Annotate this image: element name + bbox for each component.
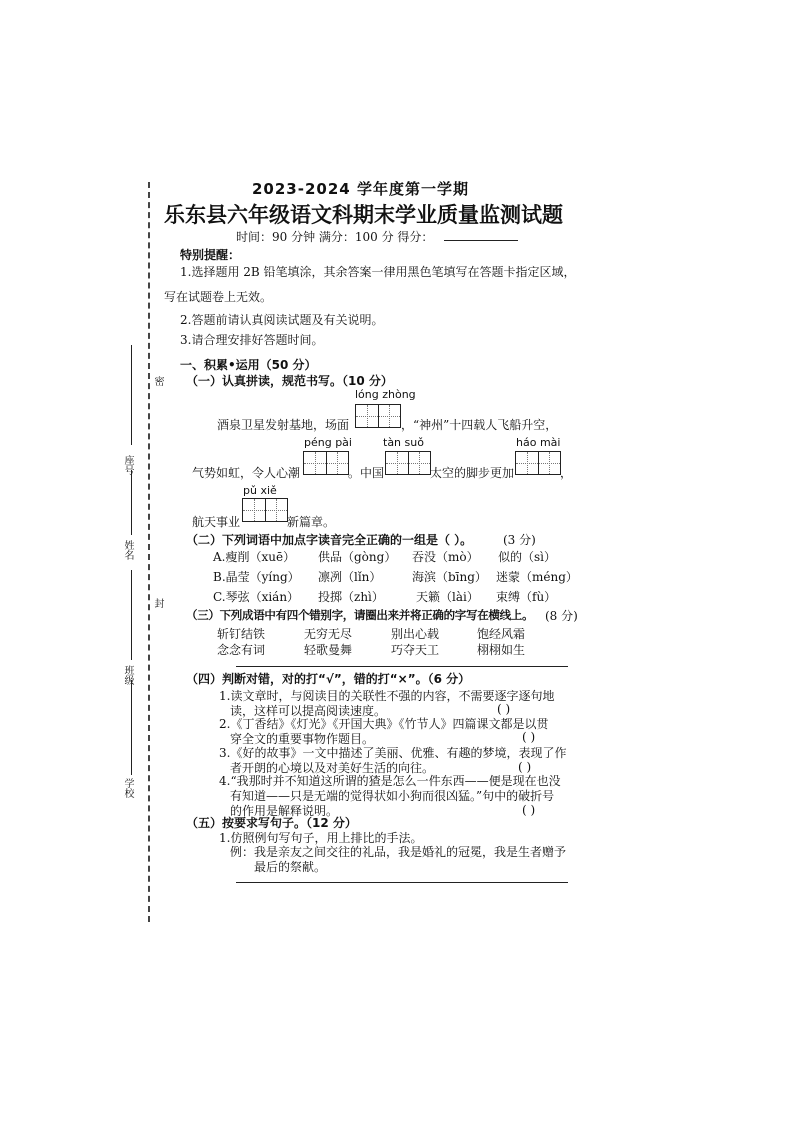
q2-option-b-1: B.晶莹（yíng）: [213, 570, 300, 584]
pinyin-puxie: pǔ xiě: [243, 484, 277, 497]
writing-box-pengpai[interactable]: [303, 451, 349, 475]
q3-idiom-8: 栩栩如生: [477, 643, 526, 657]
seat-number-label: 座号: [122, 455, 133, 475]
q5-example-line2: 最后的祭献。: [254, 860, 327, 874]
q4-statement-2-line1: 2.《丁香结》《灯光》《开国大典》《竹节人》四篇课文都是以贯: [219, 717, 549, 731]
q3-idiom-2: 无穷无尽: [304, 627, 353, 641]
q4-statement-3-line1: 3.《好的故事》一文中描述了美丽、优雅、有趣的梦境，表现了作: [219, 746, 567, 760]
name-label: 姓名: [122, 540, 133, 560]
writing-box-haomai[interactable]: [515, 451, 561, 475]
pinyin-tansuo: tàn suǒ: [383, 436, 424, 449]
class-line: [131, 570, 132, 660]
pinyin-pengpai: péng pài: [304, 436, 352, 449]
q4-statement-4-line3: 的作用是解释说明。: [230, 804, 339, 818]
q4-statement-1-line1: 1.读文章时，与阅读目的关联性不强的内容，不需要逐字逐句地: [219, 689, 555, 703]
q4-answer-paren-2[interactable]: ( ): [522, 730, 536, 744]
q2-score: (3 分): [503, 533, 536, 547]
q4-statement-1-line2: 读，这样可以提高阅读速度。: [230, 704, 387, 718]
q4-statement-3-line2: 者开朗的心境以及对美好生活的向往。: [230, 761, 435, 775]
q3-idiom-4: 饱经风霜: [477, 627, 526, 641]
q5-heading: （五）按要求写句子。（12 分）: [186, 816, 357, 830]
school-label: 学校: [122, 778, 133, 798]
notice-item-2: 2.答题前请认真阅读试题及有关说明。: [180, 313, 384, 327]
q1-text-1b: ，“神州”十四载人飞船升空，: [401, 418, 558, 432]
notice-item-1-line1: 1.选择题用 2B 铅笔填涂，其余答案一律用黑色笔填写在答题卡指定区域，: [180, 265, 576, 279]
notice-heading: 特别提醒：: [180, 248, 241, 262]
q3-idiom-3: 别出心载: [391, 627, 440, 641]
q3-score: (8 分): [545, 609, 578, 623]
q4-statement-4-line1: 4.“我那时并不知道这所谓的猹是怎么一件东西——便是现在也没: [219, 774, 561, 788]
q2-option-b-4: 迷蒙（méng）: [496, 570, 578, 584]
q3-idiom-5: 念念有词: [217, 643, 266, 657]
exam-title: 乐东县六年级语文科期末学业质量监测试题: [164, 202, 563, 227]
notice-item-3: 3.请合理安排好答题时间。: [180, 333, 324, 347]
q2-option-c-2: 投掷（zhì）: [318, 590, 384, 604]
pinyin-longzhong: lóng zhòng: [355, 388, 416, 401]
q5-task-1: 1.仿照例句写句子，用上排比的手法。: [219, 831, 423, 845]
q2-option-c-3: 天籁（lài）: [416, 590, 479, 604]
seal-mi-label: 密: [152, 376, 163, 386]
q3-answer-line[interactable]: [236, 666, 568, 667]
name-line: [131, 470, 132, 535]
q1-text-3a: 航天事业: [192, 515, 241, 529]
q2-option-b-3: 海滨（bīng）: [412, 570, 487, 584]
q5-example-line1: 例：我是亲友之间交往的礼品，我是婚礼的冠冕，我是生者赠予: [230, 845, 567, 859]
q4-answer-paren-3[interactable]: ( ): [518, 760, 532, 774]
q1-text-2d: ，: [560, 466, 573, 480]
q3-idiom-1: 斩钉结铁: [217, 627, 266, 641]
class-label: 班级: [122, 665, 133, 685]
writing-box-longzhong[interactable]: [355, 404, 401, 428]
q2-option-a-3: 吞没（mò）: [412, 550, 479, 564]
q1-text-3b: 新篇章。: [287, 515, 336, 529]
q2-option-a-1: A.瘦削（xuē）: [213, 550, 296, 564]
q3-idiom-7: 巧夺天工: [391, 643, 440, 657]
writing-box-puxie[interactable]: [242, 498, 288, 522]
q4-answer-paren-4[interactable]: ( ): [522, 803, 536, 817]
writing-box-tansuo[interactable]: [385, 451, 431, 475]
time-score-info: 时间：90 分钟 满分：100 分 得分：: [236, 230, 434, 244]
q4-heading: （四）判断对错，对的打“√”，错的打“×”。（6 分）: [186, 672, 471, 686]
q2-option-c-1: C.琴弦（xián）: [213, 590, 300, 604]
q2-heading: （二）下列词语中加点字读音完全正确的一组是（ ）。: [186, 533, 473, 547]
q3-idiom-6: 轻歌曼舞: [304, 643, 353, 657]
q2-option-b-2: 凛冽（lǐn）: [318, 570, 382, 584]
section-1-heading: 一、积累•运用（50 分）: [180, 358, 317, 372]
seat-number-line: [131, 345, 132, 445]
q4-answer-paren-1[interactable]: ( ): [497, 702, 511, 716]
q1-text-2c: 太空的脚步更加: [430, 466, 515, 480]
q5-answer-line[interactable]: [236, 882, 568, 883]
q4-statement-4-line2: 有知道——只是无端的觉得状如小狗而很凶猛。”句中的破折号: [230, 789, 555, 803]
school-line: [131, 680, 132, 775]
q2-option-a-2: 供品（gòng）: [318, 550, 397, 564]
q2-option-a-4: 似的（sì）: [498, 550, 556, 564]
q1-text-1a: 酒泉卫星发射基地，场面: [217, 418, 350, 432]
q1-text-2a: 气势如虹，令人心潮: [192, 466, 301, 480]
binding-dashed-line: [148, 182, 150, 922]
q4-statement-2-line2: 穿全文的重要事物作题目。: [230, 732, 375, 746]
year-term-heading: 2023-2024 学年度第一学期: [252, 180, 469, 198]
seal-feng-label: 封: [152, 598, 163, 608]
q3-heading: （三）下列成语中有四个错别字，请圈出来并将正确的字写在横线上。: [186, 608, 534, 622]
pinyin-haomai: háo mài: [516, 436, 561, 449]
q2-option-c-4: 束缚（fù）: [496, 590, 557, 604]
q1-text-2b: 。中国: [348, 466, 385, 480]
score-blank-line: [444, 240, 518, 241]
notice-item-1-line2: 写在试题卷上无效。: [164, 290, 273, 304]
q1-heading: （一）认真拼读，规范书写。（10 分）: [186, 374, 393, 388]
